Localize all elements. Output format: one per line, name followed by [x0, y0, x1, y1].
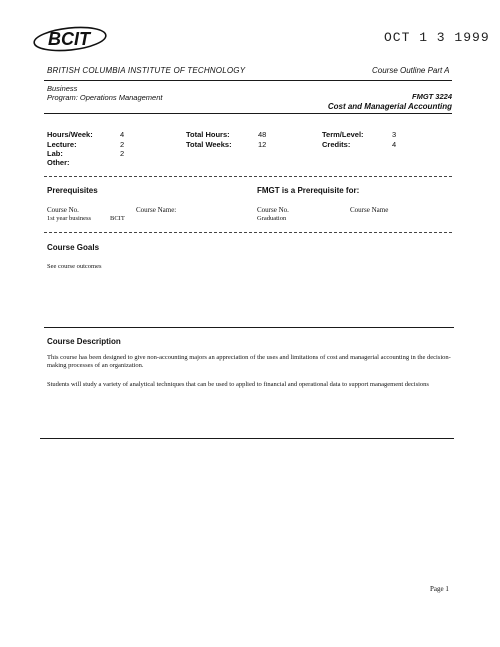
description-divider	[40, 438, 454, 439]
lab-value: 2	[120, 149, 125, 158]
course-goals-text: See course outcomes	[47, 263, 102, 270]
course-code: FMGT 3224	[411, 92, 452, 101]
credits-label: Credits:	[322, 140, 351, 149]
bcit-logo	[32, 24, 112, 54]
department: Business	[47, 84, 78, 93]
prerequisite-for-title: FMGT is a Prerequisite for:	[257, 186, 360, 195]
header-divider	[44, 80, 452, 81]
logo-text: BCIT	[48, 29, 90, 49]
prereq-course-name: BCIT	[110, 215, 125, 222]
total-weeks-label: Total Weeks:	[186, 140, 232, 149]
page-number: Page 1	[430, 585, 449, 593]
date-stamp: OCT 1 3 1999	[384, 30, 490, 45]
term-level-label: Term/Level:	[322, 130, 364, 139]
goals-divider	[44, 327, 454, 328]
course-description-para-2: Students will study a variety of analytical techniques that can be used to applied to financial and operational data to support management decisions	[47, 381, 429, 388]
course-title: Cost and Managerial Accounting	[327, 102, 452, 111]
title-divider	[44, 113, 452, 114]
details-divider	[44, 176, 452, 177]
credits-value: 4	[392, 140, 397, 149]
prereq-for-course-no: Graduation	[257, 215, 287, 222]
prereq-course-no: 1st year business	[47, 215, 92, 222]
total-weeks-value: 12	[258, 140, 267, 149]
hours-week-value: 4	[120, 130, 125, 139]
course-goals-title: Course Goals	[47, 243, 100, 252]
lecture-label: Lecture:	[47, 140, 77, 149]
lecture-value: 2	[120, 140, 125, 149]
total-hours-value: 48	[258, 130, 267, 139]
term-level-value: 3	[392, 130, 397, 139]
institution-name: BRITISH COLUMBIA INSTITUTE OF TECHNOLOGY	[47, 66, 246, 75]
prereq-for-course-name-header: Course Name	[350, 206, 389, 214]
total-hours-label: Total Hours:	[186, 130, 230, 139]
prereq-for-course-no-header: Course No.	[257, 206, 289, 214]
prereq-course-name-header: Course Name:	[136, 206, 177, 214]
prerequisites-title: Prerequisites	[47, 186, 98, 195]
course-description-para-1: This course has been designed to give non-accounting majors an appreciation of the uses and limitations of cost and managerial accounting in the decision-making processes of an organization.	[47, 354, 451, 369]
course-description-title: Course Description	[47, 337, 121, 346]
hours-week-label: Hours/Week:	[47, 130, 93, 139]
prereq-divider	[44, 232, 452, 233]
prereq-course-no-header: Course No.	[47, 206, 79, 214]
program: Program: Operations Management	[47, 93, 163, 102]
outline-part: Course Outline Part A	[372, 66, 450, 75]
other-label: Other:	[47, 158, 70, 167]
lab-label: Lab:	[47, 149, 63, 158]
